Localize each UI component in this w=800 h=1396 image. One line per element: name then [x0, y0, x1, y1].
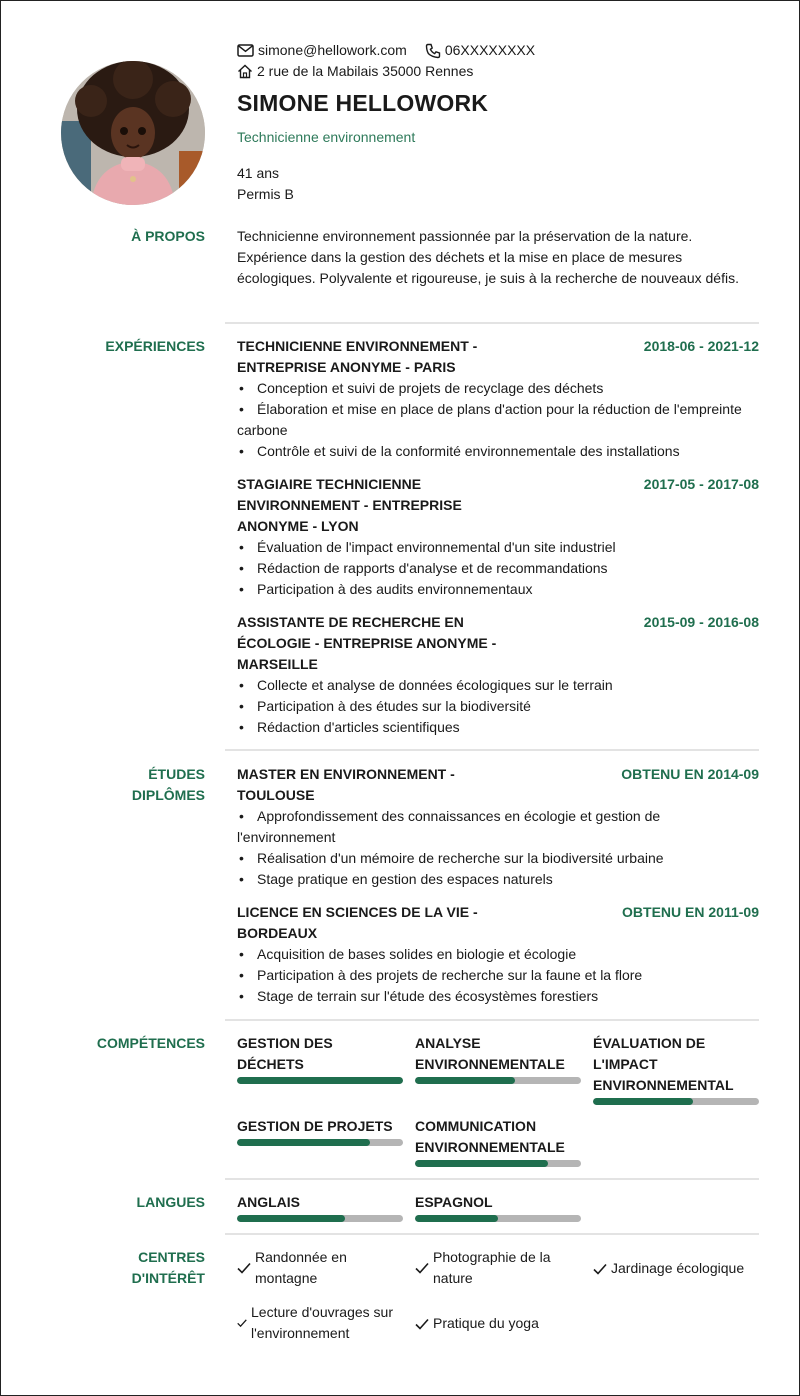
entry-bullets	[237, 378, 759, 462]
education-entry	[237, 902, 759, 1007]
skill-bar	[237, 1139, 403, 1146]
interest-text: Lecture d'ouvrages sur l'environnement	[251, 1304, 393, 1341]
phone-text: 06XXXXXXXX	[444, 42, 536, 58]
interest-text: Photographie de la nature	[433, 1249, 551, 1286]
check-icon	[593, 1263, 607, 1275]
home-icon	[237, 64, 253, 79]
skill-bar	[415, 1160, 581, 1167]
list-item: • Approfondissement des connaissances en écologie et gestion de l'environnement	[237, 806, 759, 848]
interest-item	[415, 1247, 575, 1289]
skill-bar-fill	[237, 1139, 370, 1146]
entry-title: ASSISTANTE DE RECHERCHE EN ÉCOLOGIE - ENTREPRISE ANONYME - MARSEILLE	[237, 614, 497, 672]
list-item: • Stage de terrain sur l'étude des écosystèmes forestiers	[237, 986, 759, 1007]
skill-name: ANALYSE ENVIRONNEMENTALE	[415, 1035, 565, 1072]
contact-row-2	[237, 61, 759, 82]
list-item: • Contrôle et suivi de la conformité environnementale des installations	[237, 441, 759, 462]
list-item: • Réalisation d'un mémoire de recherche sur la biodiversité urbaine	[237, 848, 759, 869]
divider	[225, 749, 759, 751]
skill-bar-fill	[415, 1077, 515, 1084]
mail-icon	[237, 44, 254, 57]
skill-name: GESTION DE PROJETS	[237, 1118, 393, 1134]
skill-bar-fill	[593, 1098, 693, 1105]
about-label: À PROPOS	[131, 228, 205, 244]
language-item	[237, 1192, 403, 1222]
email-item[interactable]	[237, 40, 407, 61]
license-text: Permis B	[237, 186, 294, 202]
list-item: • Stage pratique en gestion des espaces naturels	[237, 869, 759, 890]
entry-title: MASTER EN ENVIRONNEMENT - TOULOUSE	[237, 766, 455, 803]
list-item: • Évaluation de l'impact environnemental d'un site industriel	[237, 537, 759, 558]
entry-bullets	[237, 675, 759, 738]
check-icon	[237, 1318, 247, 1328]
education-label-line: ÉTUDES	[148, 766, 205, 782]
interest-item	[593, 1258, 773, 1279]
experience-entry	[237, 612, 759, 738]
skill-name: GESTION DES DÉCHETS	[237, 1035, 333, 1072]
phone-icon	[425, 43, 441, 59]
skill-name: COMMUNICATION ENVIRONNEMENTALE	[415, 1118, 565, 1155]
person-name: SIMONE HELLOWORK	[237, 90, 489, 116]
about-text: Technicienne environnement passionnée par la préservation de la nature. Expérience dans la gestion des déchets et la mise en place de mesures écologiques. Polyvalente et rigoureuse, je suis à la recherche de nouveaux défis.	[237, 228, 739, 286]
list-item: • Rédaction de rapports d'analyse et de recommandations	[237, 558, 759, 579]
list-item: • Conception et suivi de projets de recyclage des déchets	[237, 378, 759, 399]
interest-text: Randonnée en montagne	[255, 1249, 347, 1286]
entry-bullets	[237, 537, 759, 600]
skill-item	[593, 1033, 759, 1105]
entry-title: TECHNICIENNE ENVIRONNEMENT - ENTREPRISE ANONYME - PARIS	[237, 338, 478, 375]
skill-name: ÉVALUATION DE L'IMPACT ENVIRONNEMENTAL	[593, 1035, 734, 1093]
list-item: • Rédaction d'articles scientifiques	[237, 717, 759, 738]
entry-bullets	[237, 806, 759, 890]
contact-row-1	[237, 40, 759, 61]
interest-text: Pratique du yoga	[433, 1315, 539, 1331]
entry-title: STAGIAIRE TECHNICIENNE ENVIRONNEMENT - ENTREPRISE ANONYME - LYON	[237, 476, 462, 534]
skill-item	[415, 1116, 581, 1167]
email-text: simone@hellowork.com	[258, 42, 407, 58]
language-bar	[237, 1215, 403, 1222]
age-text: 41 ans	[237, 165, 280, 181]
experiences-label: EXPÉRIENCES	[105, 338, 205, 354]
job-title: Technicienne environnement	[237, 129, 416, 145]
entry-date: 2015-09 - 2016-08	[643, 614, 759, 630]
skill-item	[237, 1033, 403, 1084]
check-icon	[415, 1318, 429, 1330]
list-item: • Participation à des études sur la biodiversité	[237, 696, 759, 717]
language-bar-fill	[415, 1215, 498, 1222]
divider	[225, 1178, 759, 1180]
entry-date: OBTENU EN 2011-09	[622, 904, 759, 920]
education-label	[132, 764, 205, 806]
education-list	[237, 764, 759, 1007]
skill-bar-fill	[237, 1077, 403, 1084]
education-label-line: DIPLÔMES	[131, 787, 205, 803]
skill-item	[415, 1033, 581, 1084]
language-name: ANGLAIS	[237, 1194, 300, 1210]
interest-item	[237, 1247, 387, 1289]
entry-date: 2017-05 - 2017-08	[643, 476, 759, 492]
entry-bullets	[237, 944, 759, 1007]
list-item: • Participation à des projets de recherche sur la faune et la flore	[237, 965, 759, 986]
divider	[225, 322, 759, 324]
entry-title: LICENCE EN SCIENCES DE LA VIE - BORDEAUX	[237, 904, 478, 941]
languages-label: LANGUES	[136, 1194, 205, 1210]
list-item: • Participation à des audits environnementaux	[237, 579, 759, 600]
divider	[225, 1019, 759, 1021]
interest-item	[415, 1313, 585, 1334]
interest-text: Jardinage écologique	[611, 1260, 745, 1276]
skill-bar	[237, 1077, 403, 1084]
language-item	[415, 1192, 581, 1222]
experience-entry	[237, 336, 759, 462]
profile-photo	[61, 61, 205, 205]
list-item: • Collecte et analyse de données écologiques sur le terrain	[237, 675, 759, 696]
skill-item	[237, 1116, 403, 1146]
divider	[225, 1233, 759, 1235]
check-icon	[415, 1262, 429, 1274]
header	[237, 40, 759, 205]
address-item	[237, 61, 473, 82]
language-bar-fill	[237, 1215, 345, 1222]
language-bar	[415, 1215, 581, 1222]
language-name: ESPAGNOL	[415, 1194, 493, 1210]
skill-bar	[415, 1077, 581, 1084]
interests-label	[132, 1247, 205, 1289]
experience-entry	[237, 474, 759, 600]
address-text: 2 rue de la Mabilais 35000 Rennes	[257, 63, 474, 79]
personal-info	[237, 163, 759, 205]
entry-date: 2018-06 - 2021-12	[643, 338, 759, 354]
list-item: • Élaboration et mise en place de plans d'action pour la réduction de l'empreinte carbone	[237, 399, 759, 441]
list-item: • Acquisition de bases solides en biologie et écologie	[237, 944, 759, 965]
interest-item	[237, 1302, 412, 1344]
interests-label-line: CENTRES	[138, 1249, 205, 1265]
check-icon	[237, 1262, 251, 1274]
interests-label-line: D'INTÉRÊT	[131, 1270, 205, 1286]
experiences-list	[237, 336, 759, 738]
skill-bar	[593, 1098, 759, 1105]
entry-date: OBTENU EN 2014-09	[621, 766, 759, 782]
education-entry	[237, 764, 759, 890]
skill-bar-fill	[415, 1160, 548, 1167]
skills-label: COMPÉTENCES	[96, 1035, 205, 1051]
phone-item[interactable]	[425, 40, 535, 61]
